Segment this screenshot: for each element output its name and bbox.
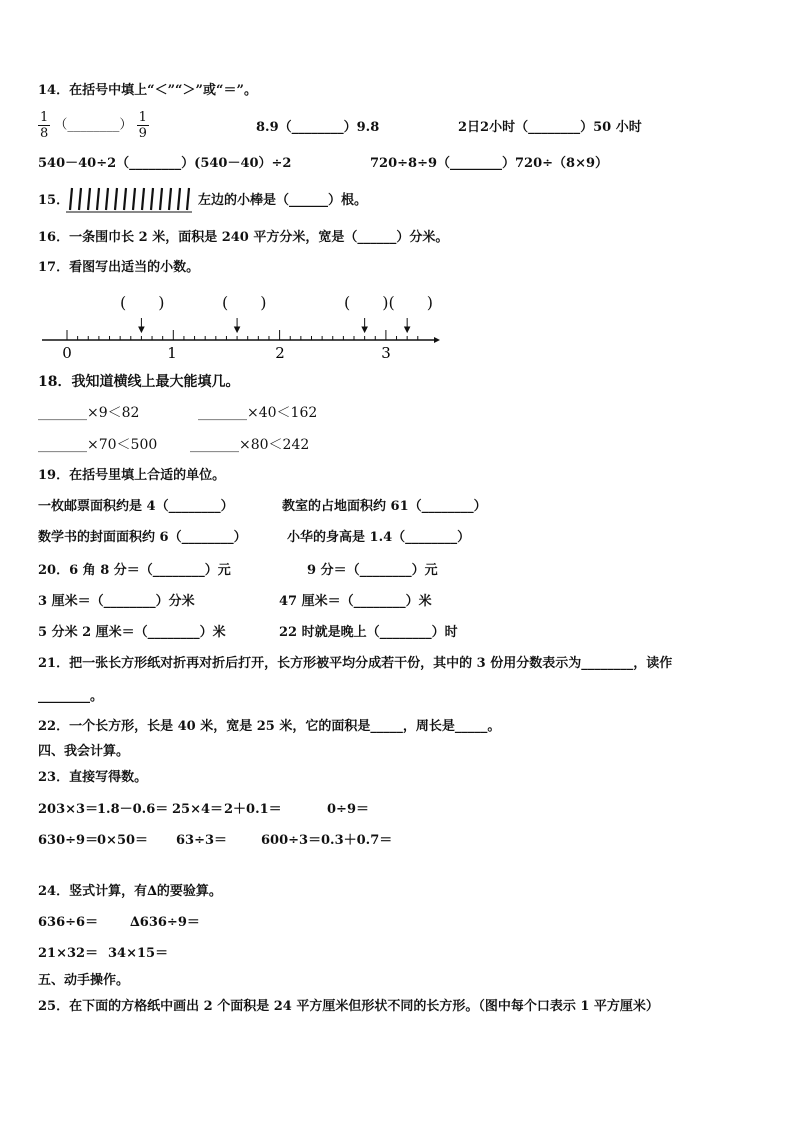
number-line [36,316,446,364]
q15-number: 15． [38,193,70,208]
q24-r2-2: 34×15＝ [108,946,169,961]
sticks-image [64,186,196,214]
q23-r2-1: 630÷9＝ [38,833,99,848]
q18-item-4: _______×80＜242 [190,437,310,453]
q23-r2-3: 63÷3＝ [176,833,228,848]
q21-line1: 21．把一张长方形纸对折再对折后打开，长方形被平均分成若干份，其中的 3 份用分数表示为________，读作 [38,656,673,671]
q23-r1-4: 2＋0.1＝ [224,802,282,817]
q15-text: 左边的小棒是（______）根。 [198,193,368,208]
q23-r1-5: 0÷9＝ [327,802,369,817]
fraction-denominator: 8 [40,126,49,141]
q14-title: 14．在括号中填上“＜”“＞”或“＝”。 [38,83,257,98]
q19-item-3: 数学书的封面面积约 6（________） [38,530,247,545]
stick [160,188,162,210]
q18-item-1: _______×9＜82 [38,405,140,421]
q14-row1-b: 8.9（________）9.8 [256,120,380,135]
pointer-arrowhead [139,327,144,332]
q14-paren1: （________） [54,117,133,133]
q18-item-2: _______×40＜162 [198,405,318,421]
q20-item-3: 3 厘米＝（________）分米 [38,594,195,609]
q19-title: 19．在括号里填上合适的单位。 [38,468,226,483]
q19-item-1: 一枚邮票面积约是 4（________） [38,499,234,514]
stick [133,188,135,210]
q24-title: 24．竖式计算，有∆的要验算。 [38,884,222,899]
stick [151,188,153,210]
fraction-numerator: 1 [138,110,147,125]
stick [115,188,117,210]
q20-item-1: 20．6 角 8 分＝（________）元 [38,563,231,578]
q23-r1-3: 25×4＝ [172,802,224,817]
q14-row1-c: 2日2小时（________）50 小时 [458,120,642,135]
q24-r1-2: ∆636÷9＝ [130,915,200,930]
q14-row2-a: 540－40÷2（________）(540－40）÷2 [38,156,292,171]
q17-paren-2: ( ) [222,293,267,312]
q20-item-6: 22 时就是晚上（________）时 [279,625,458,640]
pointer-arrowhead [362,327,367,332]
q23-r1-2: 1.8－0.6＝ [97,802,169,817]
stick [178,188,180,210]
fraction-one-ninth [137,110,149,141]
q22-text: 22．一个长方形，长是 40 米，宽是 25 米，它的面积是_____，周长是_____。 [38,719,501,734]
q19-item-4: 小华的身高是 1.4（________） [287,530,471,545]
q19-item-2: 教室的占地面积约 61（________） [282,499,487,514]
stick [106,188,108,210]
q23-r2-5: 0.3＋0.7＝ [321,833,393,848]
q17-title: 17．看图写出适当的小数。 [38,260,200,275]
q20-item-5: 5 分米 2 厘米＝（________）米 [38,625,226,640]
stick [70,188,72,210]
q14-row1-a [38,110,149,141]
q24-r1-1: 636÷6＝ [38,915,99,930]
stick [79,188,81,210]
q14-row2-b: 720÷8÷9（________）720÷（8×9） [370,156,609,171]
q24-r2-1: 21×32＝ [38,946,99,961]
section4-heading: 四、我会计算。 [38,744,130,759]
stick [187,188,189,210]
q16-text: 16．一条围巾长 2 米，面积是 240 平方分米，宽是（______）分米。 [38,230,449,245]
q21-line2: ________。 [38,689,104,704]
stick [169,188,171,210]
stick [97,188,99,210]
stick [88,188,90,210]
fraction-one-eighth [38,110,50,141]
q20-item-4: 47 厘米＝（________）米 [279,594,432,609]
q23-title: 23．直接写得数。 [38,770,148,785]
number-line-label-0: 0 [62,344,72,362]
q23-r2-4: 600÷3＝ [261,833,322,848]
q25-text: 25．在下面的方格纸中画出 2 个面积是 24 平方厘米但形状不同的长方形。（图中每个口表示 1 平方厘米） [38,999,659,1014]
q18-item-3: _______×70＜500 [38,437,158,453]
q20-item-2: 9 分＝（________）元 [307,563,438,578]
stick [142,188,144,210]
pointer-arrowhead [235,327,240,332]
pointer-arrowhead [405,327,410,332]
stick [124,188,126,210]
number-line-label-1: 1 [167,344,177,362]
q18-title: 18．我知道横线上最大能填几。 [38,374,240,390]
q23-r1-1: 203×3＝ [38,802,99,817]
q17-paren-1: ( ) [120,293,165,312]
fraction-numerator: 1 [40,110,49,125]
number-line-label-3: 3 [381,344,391,362]
fraction-denominator: 9 [138,126,147,141]
q23-r2-2: 0×50＝ [97,833,149,848]
number-line-label-2: 2 [275,344,285,362]
section5-heading: 五、动手操作。 [38,973,130,988]
q17-paren-3: ( )( ) [344,293,433,312]
